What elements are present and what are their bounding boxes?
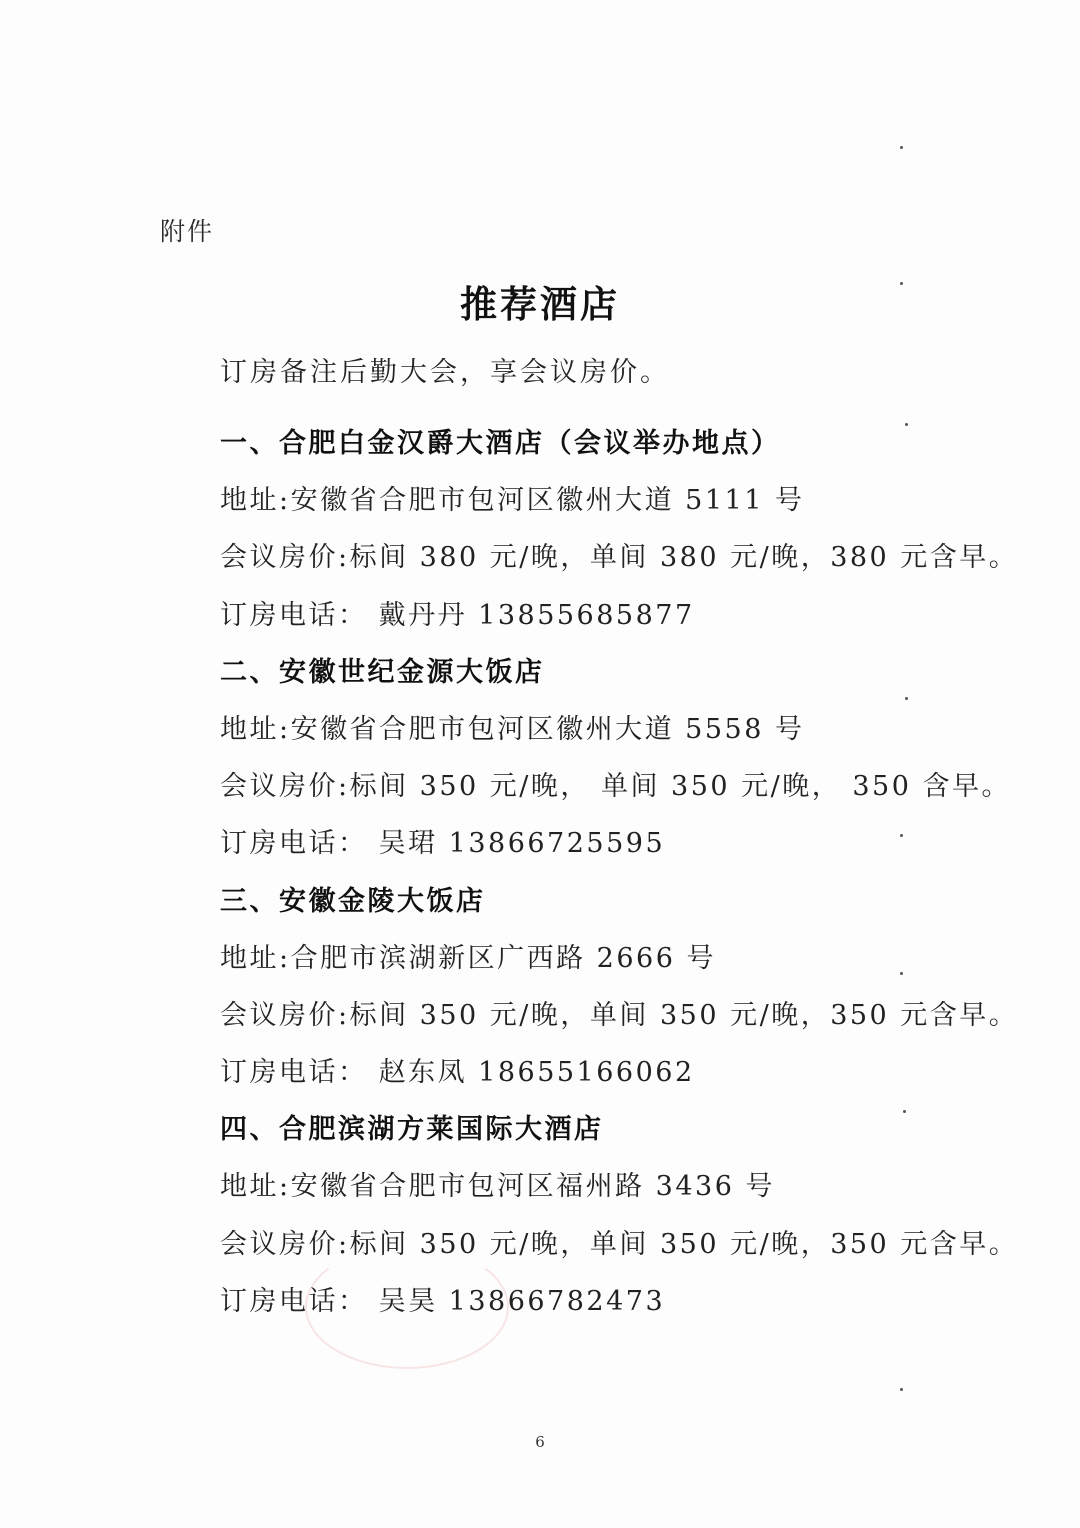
scan-speck bbox=[900, 1388, 903, 1391]
hotel-price: 会议房价:标间 350 元/晚，单间 350 元/晚，350 元含早。 bbox=[220, 999, 1019, 1031]
scan-speck bbox=[903, 1110, 906, 1113]
hotel-heading: 四、合肥滨湖方莱国际大酒店 bbox=[220, 1114, 604, 1146]
scan-speck bbox=[900, 146, 903, 149]
document-title: 推荐酒店 bbox=[460, 282, 620, 326]
hotel-heading: 一、合肥白金汉爵大酒店（会议举办地点） bbox=[220, 428, 781, 459]
hotel-heading: 二、安徽世纪金源大饭店 bbox=[220, 656, 545, 688]
attachment-label: 附件 bbox=[160, 217, 215, 246]
hotel-phone: 订房电话： 吴昊 13866782473 bbox=[220, 1285, 666, 1317]
hotel-price: 会议房价:标间 380 元/晚，单间 380 元/晚，380 元含早。 bbox=[220, 542, 1019, 574]
hotel-list bbox=[220, 415, 1019, 1330]
scan-speck bbox=[905, 697, 908, 700]
page-number: 6 bbox=[535, 1433, 545, 1451]
hotel-address: 地址:安徽省合肥市包河区徽州大道 5111 号 bbox=[220, 485, 805, 517]
hotel-entry bbox=[220, 644, 1011, 873]
hotel-entry bbox=[220, 873, 1019, 1102]
hotel-phone: 订房电话： 吴珺 13866725595 bbox=[220, 828, 666, 860]
scan-speck bbox=[900, 282, 903, 285]
scan-speck bbox=[905, 423, 908, 426]
hotel-price: 会议房价:标间 350 元/晚，单间 350 元/晚，350 元含早。 bbox=[220, 1228, 1019, 1260]
faint-stamp-mark bbox=[305, 1245, 509, 1369]
hotel-price: 会议房价:标间 350 元/晚， 单间 350 元/晚， 350 含早。 bbox=[220, 771, 1011, 803]
scan-speck bbox=[900, 834, 903, 837]
hotel-address: 地址:安徽省合肥市包河区徽州大道 5558 号 bbox=[220, 713, 805, 745]
scan-speck bbox=[900, 972, 903, 975]
hotel-phone: 订房电话： 戴丹丹 13855685877 bbox=[220, 599, 695, 631]
hotel-phone: 订房电话： 赵东凤 18655166062 bbox=[220, 1057, 695, 1089]
hotel-address: 地址:安徽省合肥市包河区福州路 3436 号 bbox=[220, 1171, 775, 1203]
intro-text: 订房备注后勤大会，享会议房价。 bbox=[220, 357, 670, 388]
hotel-entry bbox=[220, 415, 1019, 644]
hotel-heading: 三、安徽金陵大饭店 bbox=[220, 885, 486, 917]
hotel-address: 地址:合肥市滨湖新区广西路 2666 号 bbox=[220, 942, 716, 974]
